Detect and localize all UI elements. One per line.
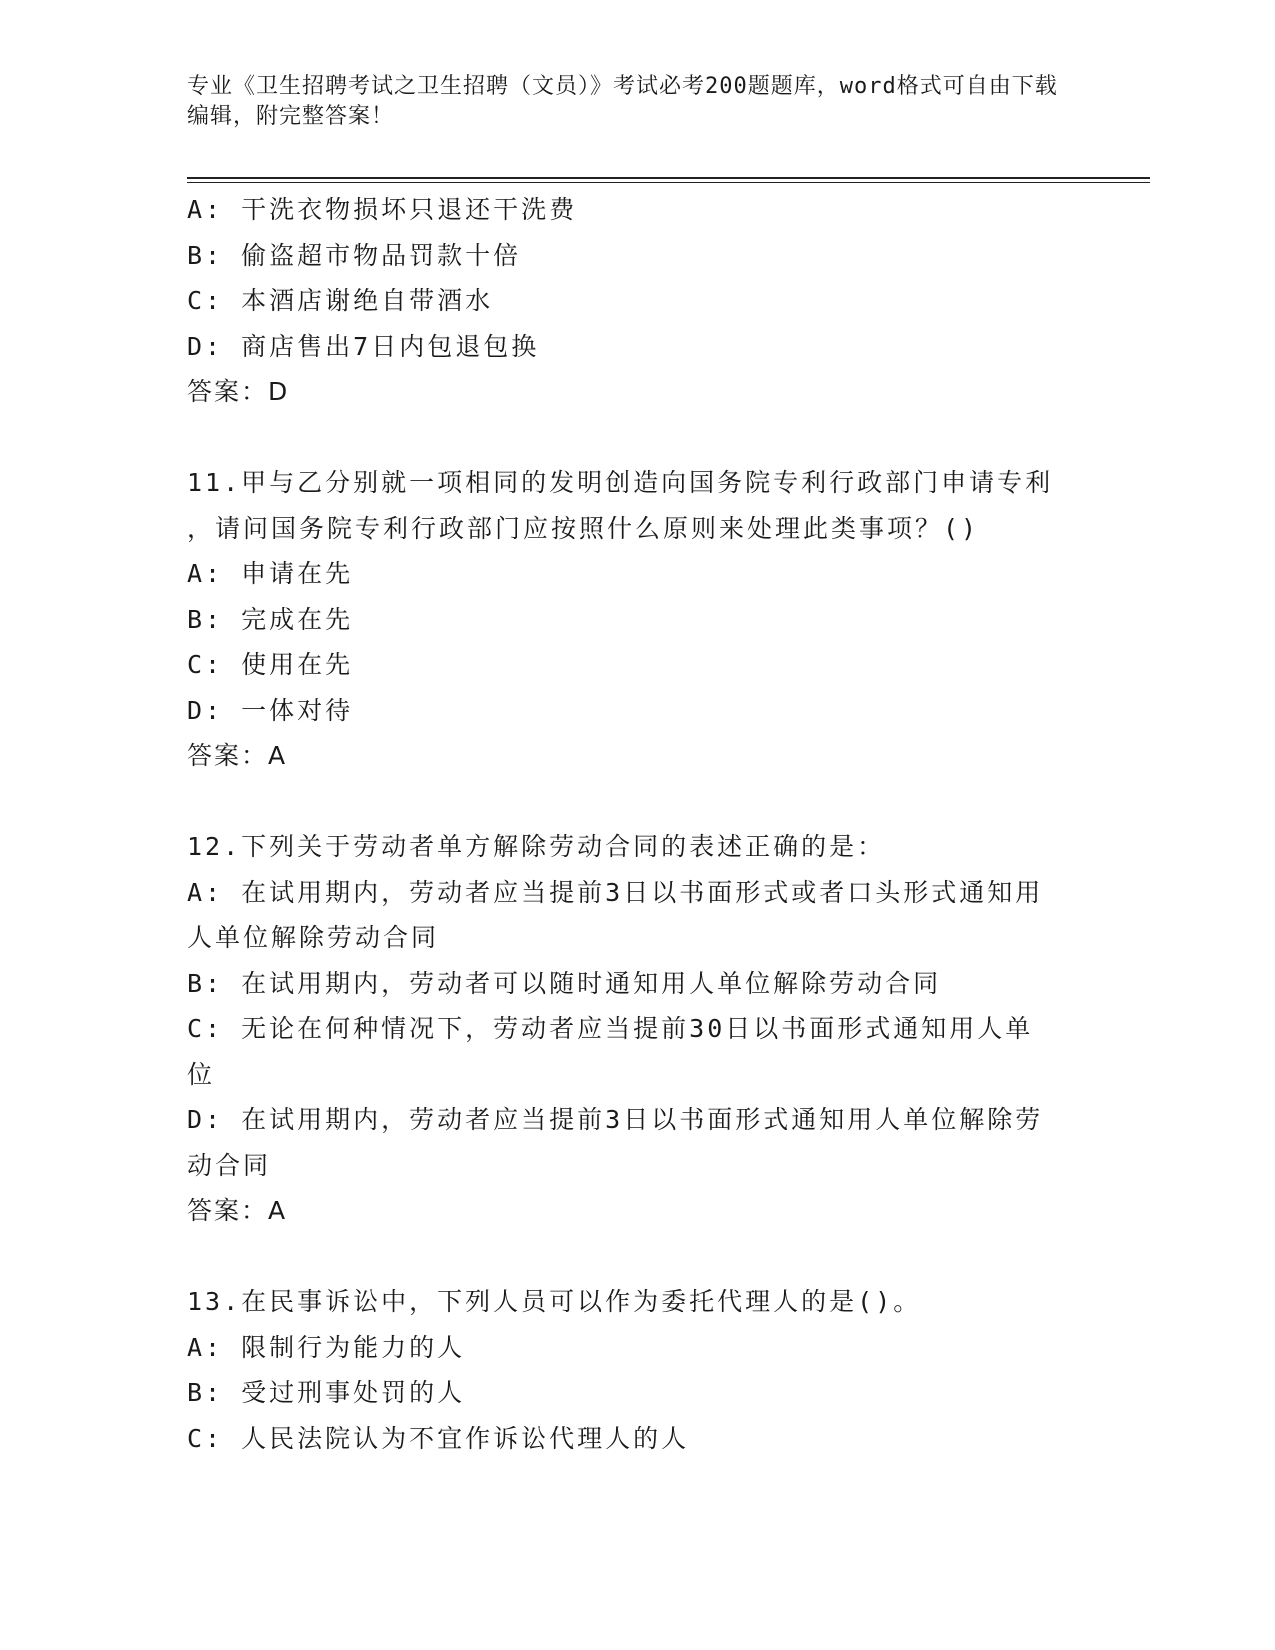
question-stem: 12.下列关于劳动者单方解除劳动合同的表述正确的是： [187,832,886,861]
option-a: A: 限制行为能力的人 [187,1332,466,1362]
option-b: B: 完成在先 [187,604,354,634]
spacer [187,415,1067,461]
option-c: C: 使用在先 [187,650,354,679]
answer-label: 答案：A [187,741,288,770]
question-stem: ，请问国务院专利行政部门应按照什么原则来处理此类事项？() [187,513,980,543]
question-stem: 13.在民事诉讼中，下列人员可以作为委托代理人的是()。 [187,1287,922,1316]
question-stem: 11.甲与乙分别就一项相同的发明创造向国务院专利行政部门申请专利 [187,468,1054,497]
spacer [187,1234,1067,1280]
option-c: C: 人民法院认为不宜作诉讼代理人的人 [187,1423,690,1453]
spacer [187,779,1067,825]
option-b: B: 受过刑事处罚的人 [187,1378,466,1407]
option-a: A: 申请在先 [187,559,354,588]
option-c: C: 无论在何种情况下，劳动者应当提前30日以书面形式通知用人单 [187,1014,1034,1043]
question-content [187,187,1067,1461]
option-c-cont: 位 [187,1059,216,1089]
question-13 [187,1279,1067,1461]
option-c: C: 本酒店谢绝自带酒水 [187,286,494,315]
option-b: B: 在试用期内，劳动者可以随时通知用人单位解除劳动合同 [187,968,942,998]
option-a: A: 在试用期内，劳动者应当提前3日以书面形式或者口头形式通知用 [187,877,1044,907]
option-a: A: 干洗衣物损坏只退还干洗费 [187,195,578,224]
question-12 [187,824,1067,1234]
question-11 [187,460,1067,779]
option-b: B: 偷盗超市物品罚款十倍 [187,240,522,270]
question-10 [187,187,1067,415]
answer-label: 答案：A [187,1196,288,1225]
option-d-cont: 动合同 [187,1150,272,1180]
header-rule-thick [187,177,1150,179]
header-title: 专业《卫生招聘考试之卫生招聘（文员）》考试必考200题题库，word格式可自由下载编辑，附完整答案！ [187,74,1058,129]
header-rule-thin [187,182,1150,183]
option-d: D: 一体对待 [187,695,354,725]
option-d: D: 在试用期内，劳动者应当提前3日以书面形式通知用人单位解除劳 [187,1105,1044,1134]
option-a-cont: 人单位解除劳动合同 [187,923,440,952]
option-d: D: 商店售出7日内包退包换 [187,331,540,361]
answer-label: 答案：D [187,377,290,406]
